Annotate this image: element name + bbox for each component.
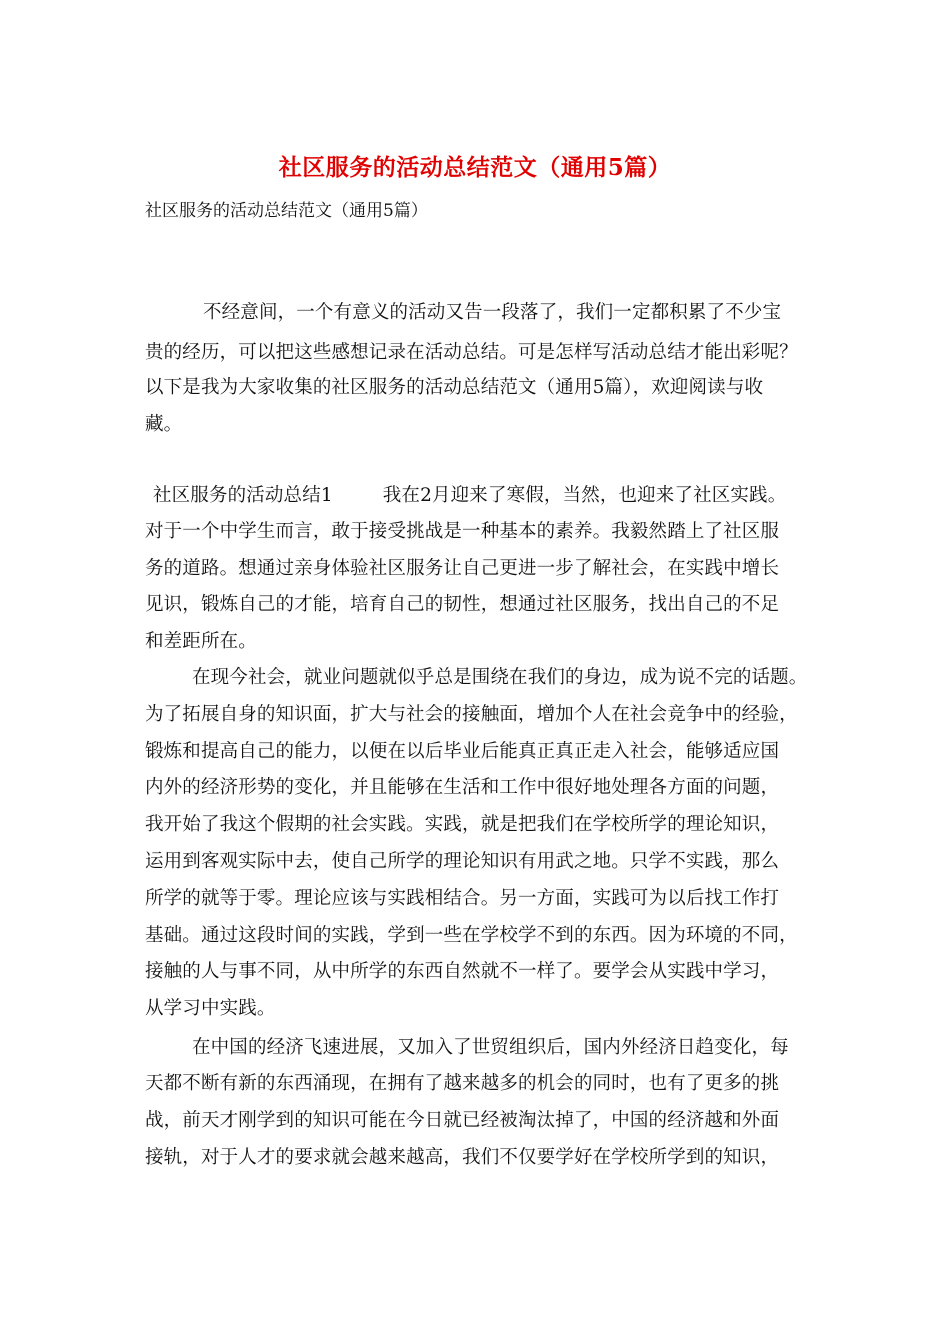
paragraph-line: 接轨，对于人才的要求就会越来越高，我们不仅要学好在学校所学到的知识， — [145, 1147, 780, 1168]
section-line: 和差距所在。 — [145, 631, 257, 652]
intro-line: 贵的经历，可以把这些感想记录在活动总结。可是怎样写活动总结才能出彩呢？ — [145, 342, 798, 363]
paragraph-line: 我开始了我这个假期的社会实践。实践，就是把我们在学校所学的理论知识， — [145, 814, 780, 835]
paragraph-line: 在中国的经济飞速进展，又加入了世贸组织后，国内外经济日趋变化，每 — [192, 1037, 789, 1058]
document-title: 社区服务的活动总结范文（通用5篇） — [278, 154, 672, 181]
document-subtitle: 社区服务的活动总结范文（通用5篇） — [145, 201, 428, 221]
paragraph-line: 运用到客观实际中去，使自己所学的理论知识有用武之地。只学不实践，那么 — [145, 851, 780, 872]
section-line: 见识，锻炼自己的才能，培育自己的韧性，想通过社区服务，找出自己的不足 — [145, 594, 780, 615]
intro-line: 不经意间，一个有意义的活动又告一段落了，我们一定都积累了不少宝 — [203, 302, 782, 323]
paragraph-line: 为了拓展自身的知识面，扩大与社会的接触面，增加个人在社会竞争中的经验， — [145, 704, 798, 725]
paragraph-line: 锻炼和提高自己的能力，以便在以后毕业后能真正真正走入社会，能够适应国 — [145, 741, 780, 762]
paragraph-line: 内外的经济形势的变化，并且能够在生活和工作中很好地处理各方面的问题， — [145, 777, 780, 798]
section-heading-line — [153, 481, 786, 511]
paragraph-line: 在现今社会，就业问题就似乎总是围绕在我们的身边，成为说不完的话题。 — [192, 667, 808, 688]
paragraph-line: 接触的人与事不同，从中所学的东西自然就不一样了。要学会从实践中学习， — [145, 961, 780, 982]
section-line: 对于一个中学生而言，敢于接受挑战是一种基本的素养。我毅然踏上了社区服 — [145, 521, 780, 542]
paragraph-line: 所学的就等于零。理论应该与实践相结合。另一方面，实践可为以后找工作打 — [145, 888, 780, 909]
paragraph-line: 从学习中实践。 — [145, 998, 276, 1019]
intro-line: 藏。 — [145, 414, 183, 435]
section-line: 务的道路。想通过亲身体验社区服务让自己更进一步了解社会，在实践中增长 — [145, 558, 780, 579]
paragraph-line: 天都不断有新的东西涌现，在拥有了越来越多的机会的同时，也有了更多的挑 — [145, 1073, 780, 1094]
paragraph-line: 战，前天才刚学到的知识可能在今日就已经被淘汰掉了，中国的经济越和外面 — [145, 1110, 780, 1131]
intro-line: 以下是我为大家收集的社区服务的活动总结范文（通用5篇），欢迎阅读与收 — [145, 377, 764, 398]
section-line-text: 我在2月迎来了寒假，当然，也迎来了社区实践。 — [382, 485, 787, 506]
paragraph-line: 基础。通过这段时间的实践，学到一些在学校学不到的东西。因为环境的不同， — [145, 925, 798, 946]
section-heading: 社区服务的活动总结1 — [153, 485, 333, 506]
